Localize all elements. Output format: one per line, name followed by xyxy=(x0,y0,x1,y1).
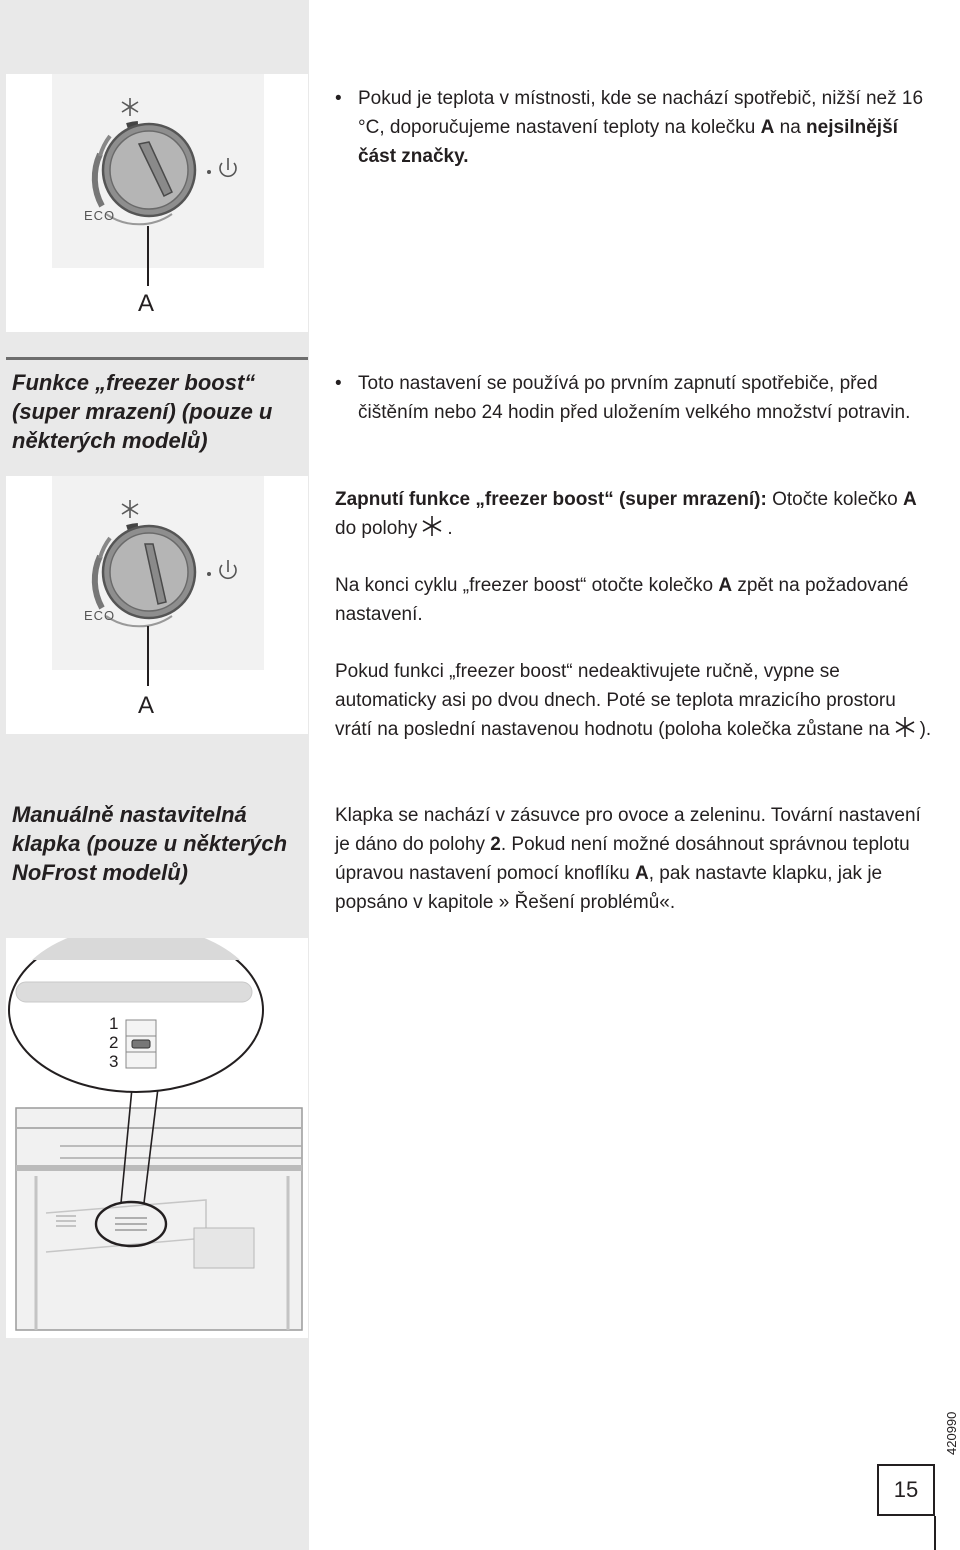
freezer-boost-end-cycle xyxy=(335,571,935,629)
bullet-marker: • xyxy=(335,88,342,109)
freezer-boost-activation xyxy=(335,485,935,543)
eco-label: ECO xyxy=(84,208,116,223)
auto-off-text: Pokud funkci „freezer boost“ nedeaktivujete ručně, vypne se automaticky asi po dvou dnech. Poté se teplota mrazicího prostoru vrátí na poslední nastavenou hodnotu (poloha kolečka zůstane na xyxy=(335,661,896,740)
dial-label-a: A xyxy=(138,290,155,317)
snowflake-icon xyxy=(894,716,916,738)
dial-label-a: A xyxy=(138,692,155,719)
crisper-drawer-illustration xyxy=(6,938,308,1338)
callout-line xyxy=(147,226,149,286)
flap-illustration xyxy=(6,938,308,1338)
callout-line xyxy=(147,626,149,686)
page-number-line xyxy=(934,1516,936,1550)
activation-end: . xyxy=(447,518,453,539)
eco-label: ECO xyxy=(84,608,116,623)
section-title-freezer-boost: Funkce „freezer boost“ (super mrazení) (pouze u některých modelů) xyxy=(12,370,273,453)
section-divider xyxy=(6,357,308,360)
bullet-marker: • xyxy=(335,373,342,394)
flap-description xyxy=(335,801,935,917)
thermostat-dial-icon xyxy=(52,74,264,268)
end-cycle-text-2: zpět na požadované nastavení. xyxy=(335,575,909,625)
flap-position-2-label: 2 xyxy=(109,1033,119,1052)
activation-heading: Zapnutí funkce „freezer boost“ (super mrazení): xyxy=(335,489,767,510)
freezer-boost-auto-off xyxy=(335,657,935,744)
flap-position-3: 3 xyxy=(109,1052,119,1071)
intro-text xyxy=(335,84,935,171)
activation-text-2: do polohy xyxy=(335,518,418,539)
flap-position-1: 1 xyxy=(109,1014,119,1033)
intro-text-bold: nejsilnější část značky. xyxy=(358,117,898,167)
end-cycle-knob-a: A xyxy=(718,575,733,596)
dial-illustration-1 xyxy=(6,74,308,332)
activation-text: Otočte kolečko xyxy=(766,489,904,510)
flap-text-1: Klapka se nachází v zásuvce pro ovoce a zeleninu. Tovární nastavení je dáno do polohy xyxy=(335,805,921,855)
flap-text-3: , pak nastavte klapku, jak je popsáno v kapitole » Řešení problémů«. xyxy=(335,863,883,913)
document-code: 420990 xyxy=(944,1411,959,1455)
page-number: 15 xyxy=(877,1464,935,1516)
freezer-boost-bullet xyxy=(335,369,935,427)
flap-text-2: . Pokud není možné dosáhnout správnou teplotu úpravou nastavení pomocí knoflíku xyxy=(335,834,910,884)
end-cycle-text: Na konci cyklu „freezer boost“ otočte kolečko xyxy=(335,575,719,596)
thermostat-dial-icon xyxy=(52,476,264,670)
auto-off-end: ). xyxy=(919,719,932,740)
intro-text-start: Pokud je teplota v místnosti, kde se nachází spotřebič, nižší než 16 °C, doporučujeme nastavení teploty na kolečku xyxy=(358,88,924,138)
intro-knob-a: A xyxy=(760,117,775,138)
dial-illustration-2 xyxy=(6,476,308,734)
flap-knob-a: A xyxy=(634,863,649,884)
flap-position-2: 2 xyxy=(490,834,501,855)
activation-knob-a: A xyxy=(903,489,917,510)
freezer-boost-bullet-text: Toto nastavení se používá po prvním zapnutí spotřebiče, před čištěním nebo 24 hodin před uložením velkého množství potravin. xyxy=(358,373,911,423)
intro-text-mid: na xyxy=(774,117,807,138)
intro-bullet xyxy=(335,84,935,171)
section-title-flap: Manuálně nastavitelná klapka (pouze u některých NoFrost modelů) xyxy=(12,802,288,885)
snowflake-icon xyxy=(421,515,443,537)
